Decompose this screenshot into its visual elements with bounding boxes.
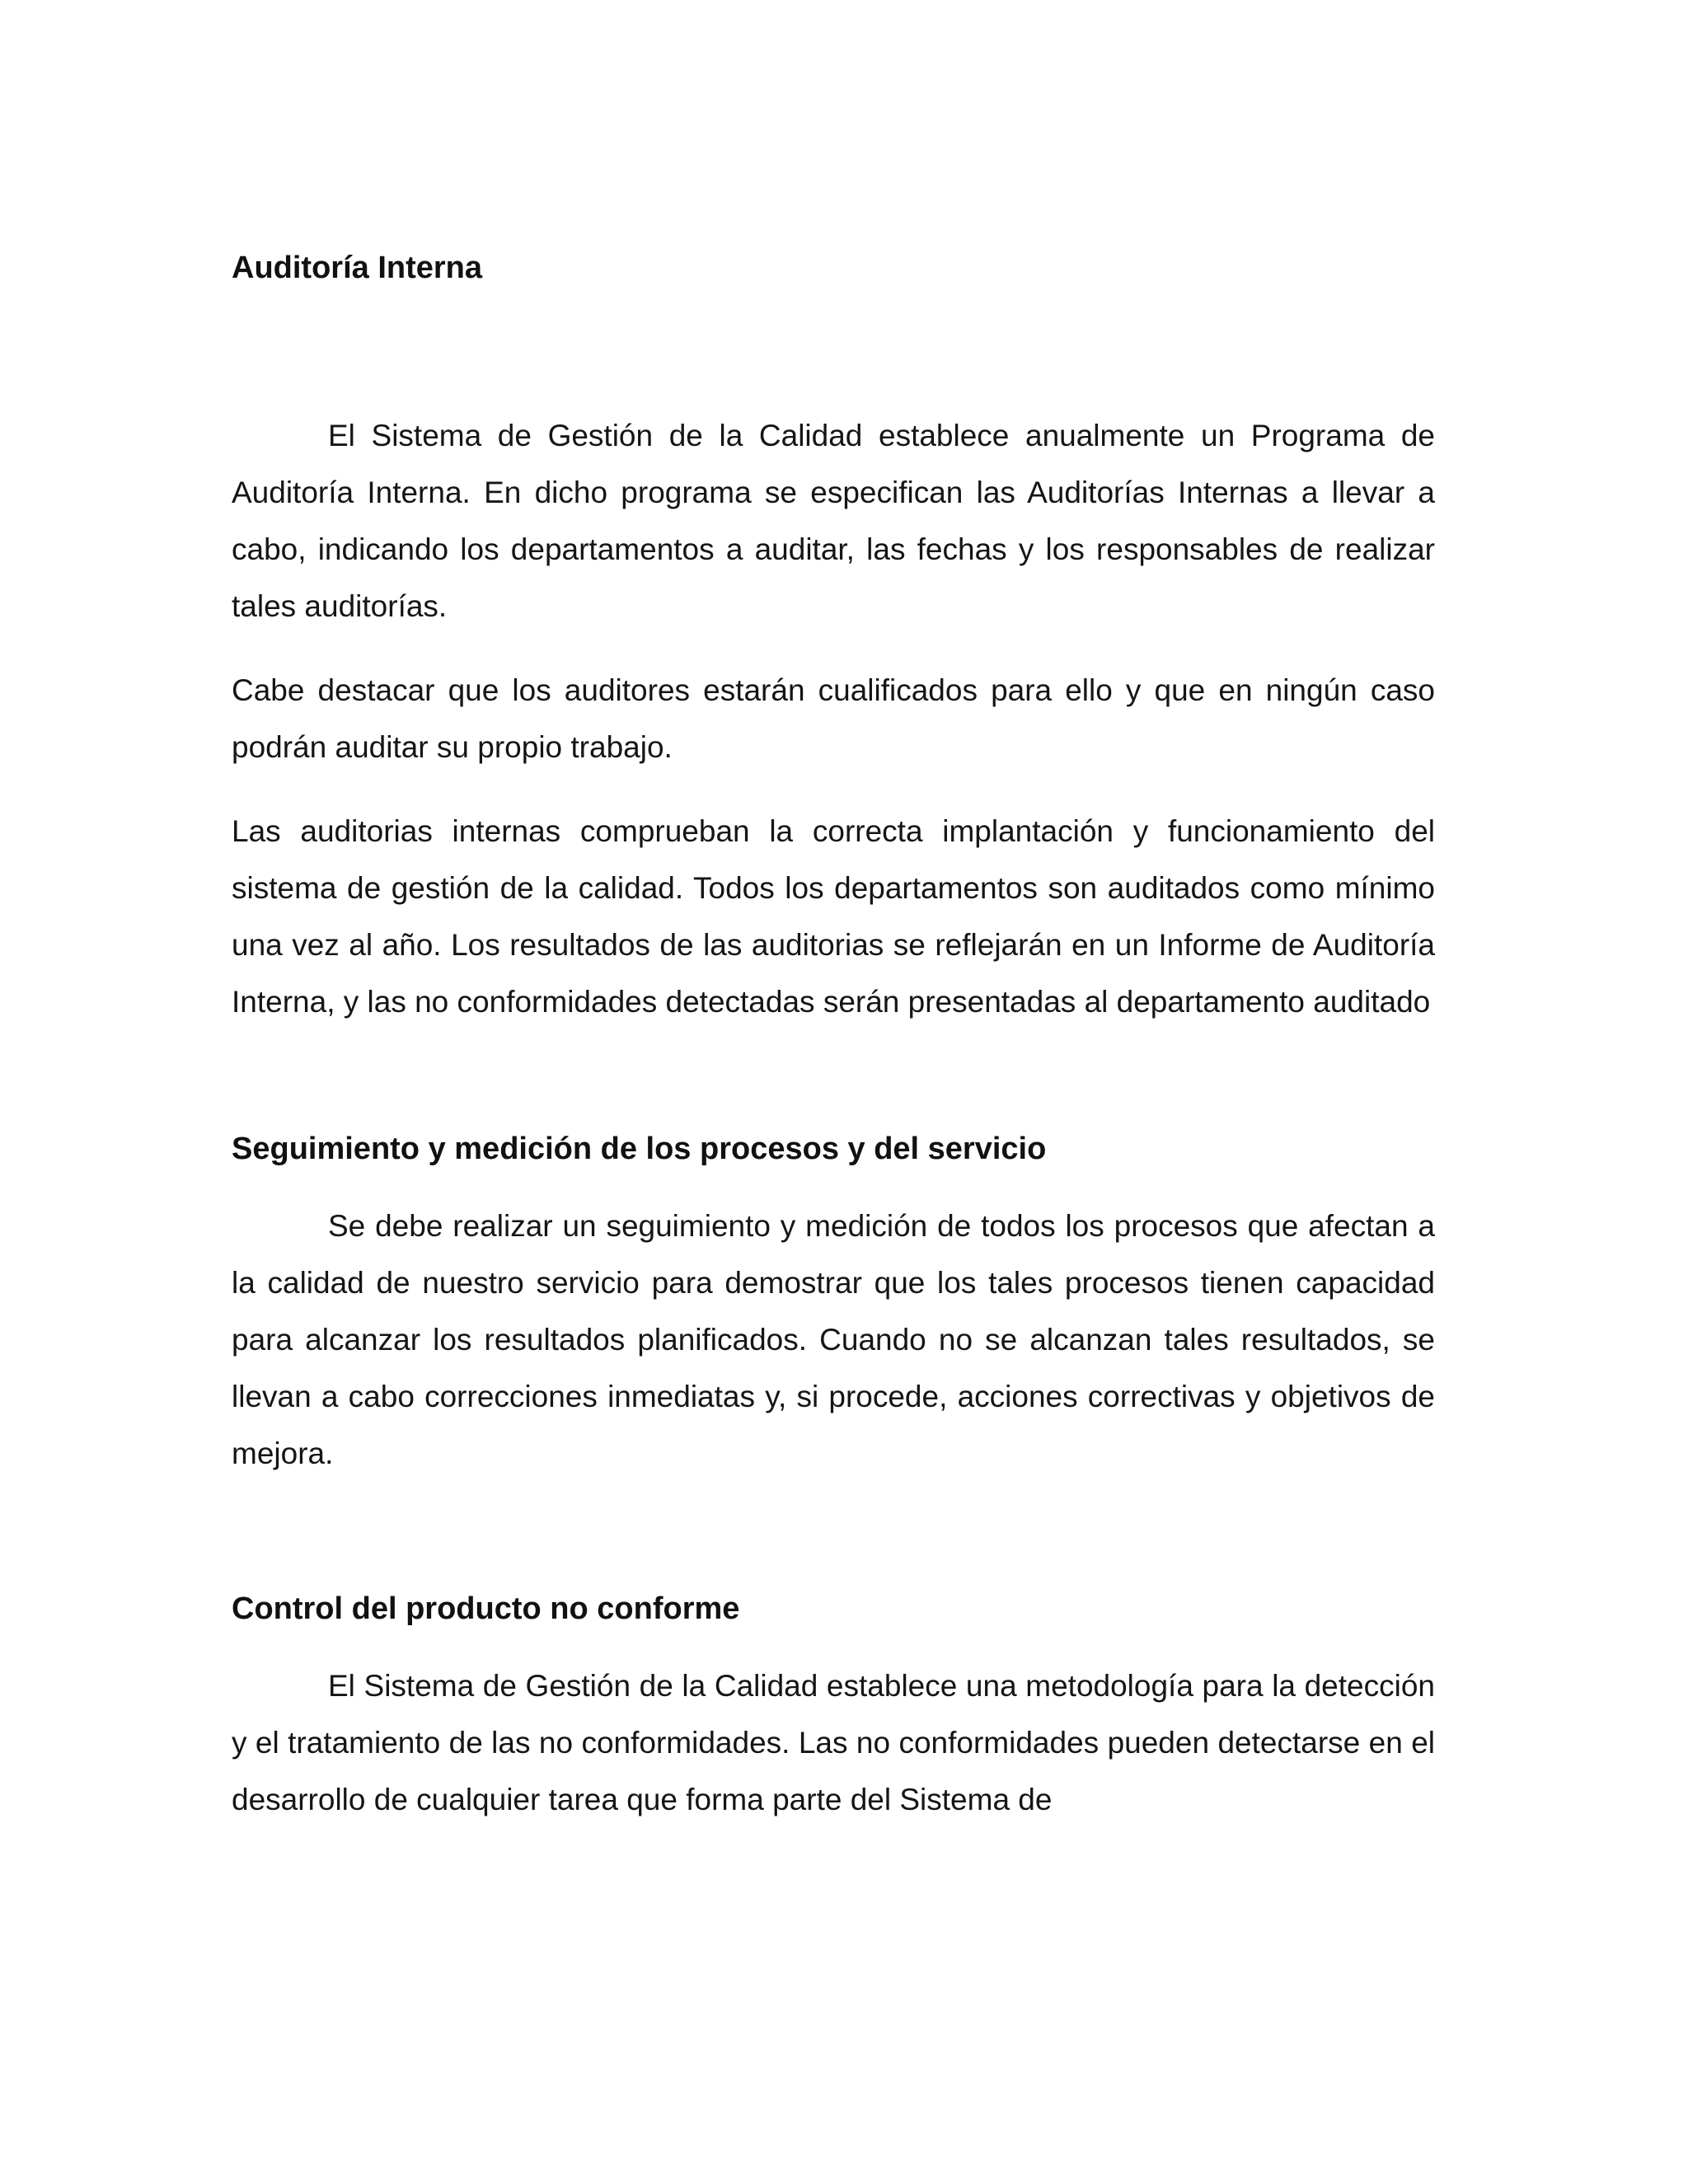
paragraph: Las auditorias internas comprueban la correcta implantación y funcionamiento del sistema de gestión de la calidad. Todos los departamentos son auditados como mínimo una vez al año. Los resultados de las auditorias se reflejarán en un Informe de Auditoría Interna, y las no conformidades detectadas serán presentadas al departamento auditado xyxy=(232,814,1435,1019)
paragraph: Cabe destacar que los auditores estarán cualificados para ello y que en ningún caso podrán auditar su propio trabajo. xyxy=(232,673,1435,764)
document-body xyxy=(232,244,1435,1828)
section-heading-seguimiento: Seguimiento y medición de los procesos y del servicio xyxy=(232,1132,1047,1166)
paragraph: El Sistema de Gestión de la Calidad establece una metodología para la detección y el tratamiento de las no conformidades. Las no conformidades pueden detectarse en el desarrollo de cualquier tarea que forma parte del Sistema de xyxy=(232,1669,1435,1816)
paragraph: Se debe realizar un seguimiento y medición de todos los procesos que afectan a la calidad de nuestro servicio para demostrar que los tales procesos tienen capacidad para alcanzar los resultados planificados. Cuando no se alcanzan tales resultados, se llevan a cabo correcciones inmediatas y, si procede, acciones correctivas y objetivos de mejora. xyxy=(232,1209,1435,1470)
section-heading-auditoria-interna: Auditoría Interna xyxy=(232,251,483,285)
section-heading-control-producto: Control del producto no conforme xyxy=(232,1591,740,1626)
paragraph: El Sistema de Gestión de la Calidad establece anualmente un Programa de Auditoría Interna. En dicho programa se especifican las Auditorías Internas a llevar a cabo, indicando los departamentos a auditar, las fechas y los responsables de realizar tales auditorías. xyxy=(232,419,1435,623)
